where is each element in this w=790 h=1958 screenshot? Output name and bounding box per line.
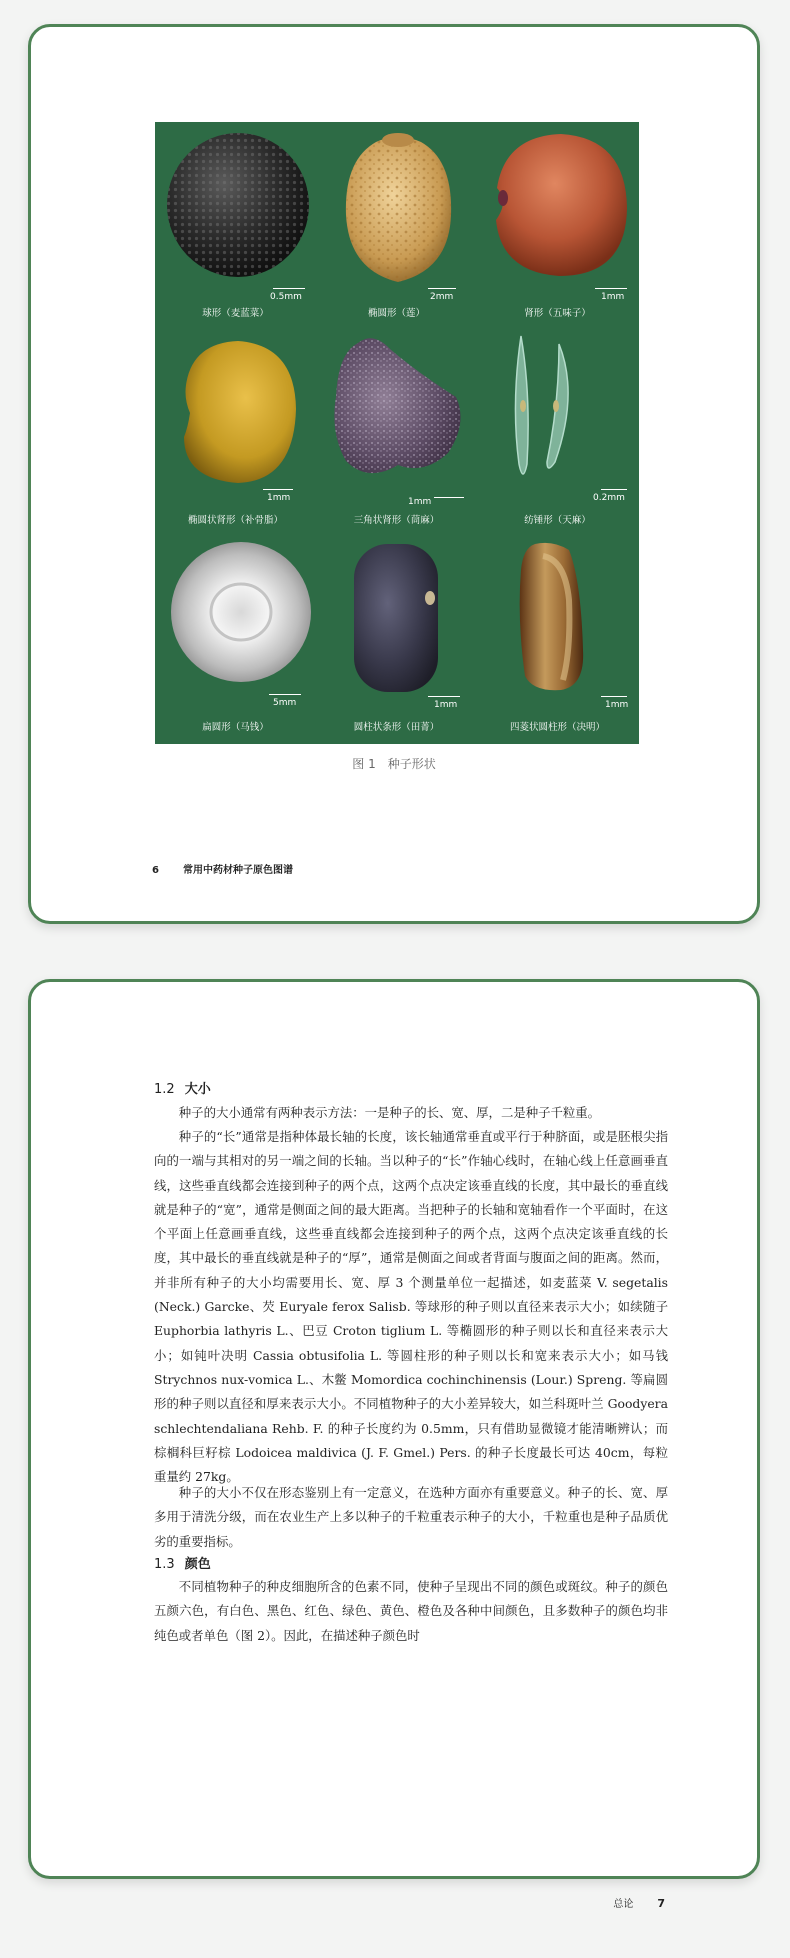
seed-caption: 肾形（五味子） [524, 308, 591, 319]
seed-caption: 圆柱状条形（田菁） [353, 722, 440, 733]
figure-caption: 图 1 种子形状 [352, 757, 436, 771]
seed-ellipsoid-golden-icon [341, 130, 456, 285]
seed-cell-spherical [155, 122, 316, 329]
seed-cell-oblate [155, 536, 316, 743]
scale-label: 0.5mm [270, 292, 302, 302]
page-7 [28, 979, 760, 1910]
section-name: 总论 [613, 1899, 634, 1910]
page-number: 6 [152, 865, 159, 876]
seed-shapes-plate [155, 122, 639, 744]
seed-fusiform-green-icon [507, 334, 617, 489]
seed-quadrangular-brown-icon [513, 540, 603, 694]
seed-cell-quadrangular [477, 536, 638, 743]
section-title: 大小 [184, 1082, 211, 1097]
seed-caption: 三角状肾形（茼麻） [353, 515, 440, 526]
page-footer-left [152, 861, 317, 876]
paragraph: 种子的大小通常有两种表示方法：一是种子的长、宽、厚，二是种子千粒重。 [178, 1105, 601, 1120]
seed-caption: 纺锤形（天麻） [524, 515, 591, 526]
seed-spherical-black-icon [165, 130, 311, 280]
scale-label: 1mm [434, 700, 458, 710]
seed-cell-elliptic-kidney [155, 329, 316, 536]
seed-elliptic-kidney-yellow-icon [180, 337, 300, 487]
paragraph: 种子的“长”通常是指种体最长轴的长度，该长轴通常垂直或平行于种脐面，或是胚根尖指向的一端与其相对的另一端之间的长轴。当以种子的“长”作轴心线时，在轴心线上任意画垂直线，这些垂直线都会连接到种子的两个点，这两个点决定该垂直线的长度，其中最长的垂直线就是种子的“宽”，通常是侧面之间的最大距离。当把种子的长轴和宽轴看作一个平面时，在这个平面上任意画垂直线，这些垂直线都会连接到种子的两个点，这两个点决定该垂直线的长度，其中最长的垂直线就是种子的“厚”，通常是侧面之间或者背面与腹面之间的距离。然而，并非所有种子的大小均需要用长、宽、厚 3 个测量单位一起描述，如麦蓝菜 V. segetalis (Neck.) Garcke、芡 Euryale ferox Salisb. 等球形的种子则以直径来表示大小；如续随子 Euphorbia lathyris L.、巴豆 Croton tiglium L. 等椭圆形的种子则以长和直径来表示大小；如钝叶决明 Cassia obtusifolia L. 等圆柱形的种子则以长和宽来表示大小；如马钱 Strychnos nux-vomica L.、木鳖 Momordica cochinchinensis (Lour.) Spreng. 等扁圆形的种子则以直径和厚来表示大小。不同植物种子的大小差异较大，如兰科斑叶兰 Goodyera schlechtendaliana Rehb. F. 的种子长度约为 0.5mm，只有借助显微镜才能清晰辨认；而棕榈科巨籽棕 Lodoicea maldivica (J. F. Gmel.) Pers. 的种子长度最长可达 40cm，每粒重量约 27kg。 [154, 1129, 668, 1485]
scale-label: 1mm [601, 292, 625, 302]
page-number: 7 [657, 1897, 665, 1910]
page-6 [28, 24, 760, 924]
scale-label: 1mm [408, 497, 432, 507]
seed-cell-ellipsoid [316, 122, 477, 329]
paragraph: 不同植物种子的种皮细胞所含的色素不同，使种子呈现出不同的颜色或斑纹。种子的颜色五颜六色，有白色、黑色、红色、绿色、黄色、橙色及各种中间颜色，且多数种子的颜色均非纯色或者单色（图 2）。因此，在描述种子颜色时 [154, 1579, 668, 1643]
section-number: 1.3 [154, 1557, 175, 1572]
seed-cell-cylindrical [316, 536, 477, 743]
scale-label: 5mm [273, 698, 297, 708]
section-number: 1.2 [154, 1082, 175, 1097]
scale-label: 0.2mm [593, 493, 625, 503]
seed-triangular-kidney-purple-icon [328, 333, 468, 483]
seed-cell-triangular-kidney [316, 329, 477, 536]
section-title: 颜色 [184, 1557, 211, 1572]
seed-caption: 椭圆形（莲） [367, 308, 425, 319]
scale-label: 2mm [430, 292, 454, 302]
scale-label: 1mm [605, 700, 629, 710]
seed-cylindrical-dark-icon [352, 542, 442, 696]
seed-caption: 椭圆状肾形（补骨脂） [187, 515, 283, 526]
seed-caption: 四菱状圆柱形（决明） [509, 722, 605, 733]
section-heading-color [154, 1553, 211, 1572]
seed-caption: 扁圆形（马钱） [202, 722, 269, 733]
seed-cell-kidney [477, 122, 638, 329]
seed-kidney-red-icon [491, 130, 631, 280]
seed-oblate-silver-icon [169, 538, 313, 688]
page-footer-right [613, 1895, 665, 1910]
paragraph: 种子的大小不仅在形态鉴别上有一定意义，在选种方面亦有重要意义。种子的长、宽、厚多用于清洗分级，而在农业生产上多以种子的千粒重表示种子的大小，千粒重也是种子品质优劣的重要指标。 [154, 1485, 668, 1549]
section-heading-size [154, 1078, 211, 1097]
seed-caption: 球形（麦蓝菜） [202, 308, 269, 319]
book-title: 常用中药材种子原色图谱 [182, 865, 293, 876]
seed-cell-fusiform [477, 329, 638, 536]
scale-label: 1mm [267, 493, 291, 503]
